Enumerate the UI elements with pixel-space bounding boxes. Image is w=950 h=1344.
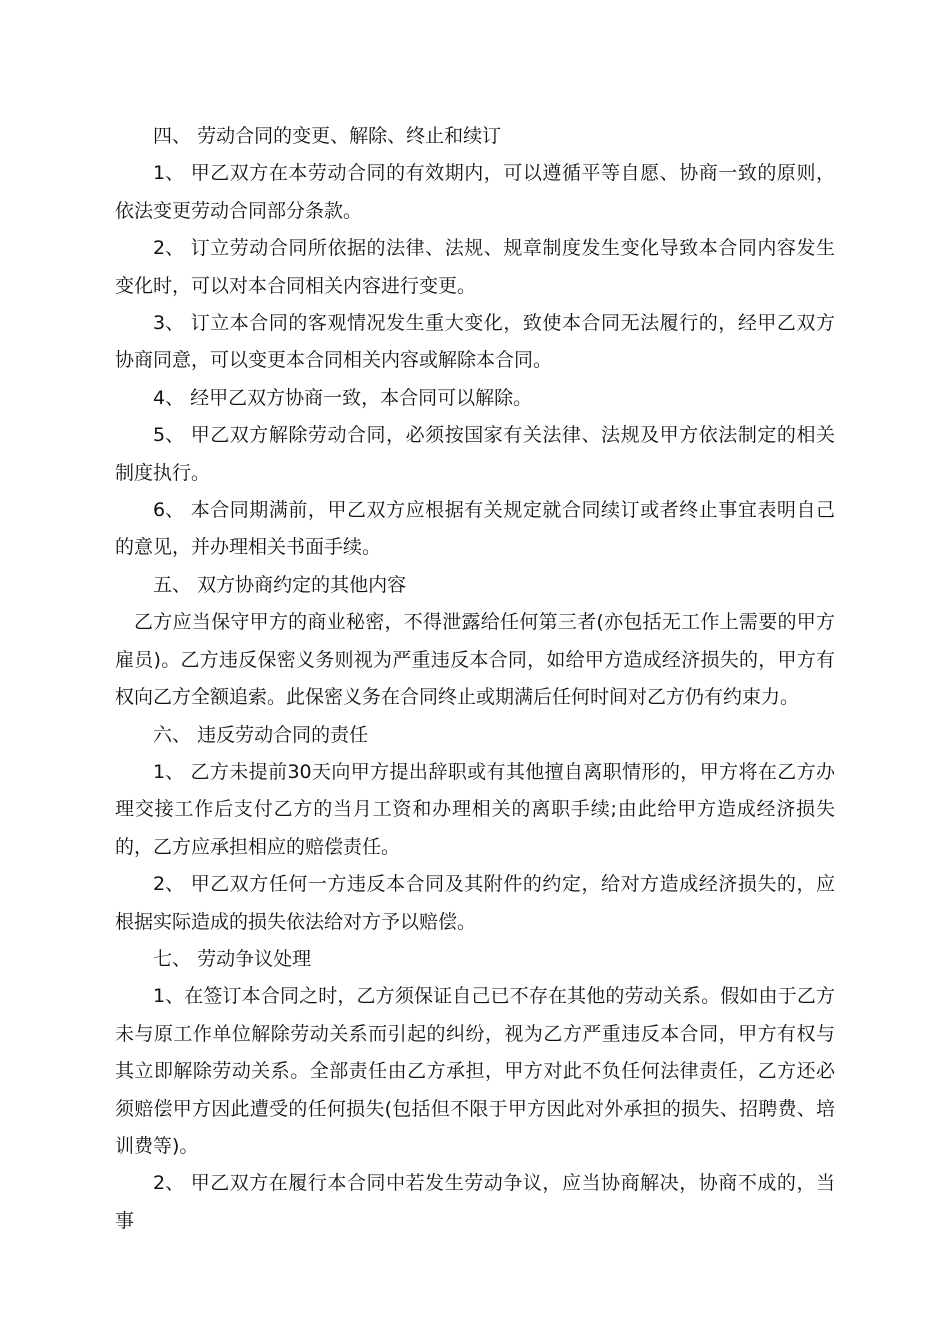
clause-4-3: 3、 订立本合同的客观情况发生重大变化，致使本合同无法履行的，经甲乙双方协商同意，可以变更本合同相关内容或解除本合同。 bbox=[115, 312, 835, 372]
clause-5-1 bbox=[115, 604, 835, 716]
clause-text: 本合同期满前，甲乙双方应根据有关规定就合同续订或者终止事宜表明自己的意见，并办理相关书面手续。 bbox=[115, 499, 835, 559]
section-number: 四、 bbox=[153, 125, 192, 147]
clause-4-5: 5、 甲乙双方解除劳动合同，必须按国家有关法律、法规及甲方依法制定的相关制度执行。 bbox=[115, 424, 835, 484]
clause-text: 甲乙双方在本劳动合同的有效期内，可以遵循平等自愿、协商一致的原则，依法变更劳动合同部分条款。 bbox=[115, 162, 835, 222]
section-number: 六、 bbox=[153, 723, 192, 746]
clause-4-6: 6、 本合同期满前，甲乙双方应根据有关规定就合同续订或者终止事宜表明自己的意见，并办理相关书面手续。 bbox=[115, 499, 835, 559]
section-heading-4 bbox=[115, 118, 835, 155]
section-number: 五、 bbox=[153, 573, 192, 596]
section-heading-5 bbox=[115, 567, 835, 604]
clause-6-2: 2、 甲乙双方任何一方违反本合同及其附件的约定，给对方造成经济损失的，应根据实际造成的损失依法给对方予以赔偿。 bbox=[115, 873, 835, 933]
clause-4-2: 2、 订立劳动合同所依据的法律、法规、规章制度发生变化导致本合同内容发生变化时，可以对本合同相关内容进行变更。 bbox=[115, 237, 835, 297]
section-title: 双方协商约定的其他内容 bbox=[197, 573, 407, 596]
clause-text: 甲乙双方任何一方违反本合同及其附件的约定，给对方造成经济损失的，应根据实际造成的损失依法给对方予以赔偿。 bbox=[115, 873, 835, 933]
clause-text: 订立本合同的客观情况发生重大变化，致使本合同无法履行的，经甲乙双方协商同意，可以变更本合同相关内容或解除本合同。 bbox=[115, 312, 835, 372]
section-number: 七、 bbox=[153, 947, 192, 970]
clause-7-1: 1、在签订本合同之时，乙方须保证自己已不存在其他的劳动关系。假如由于乙方未与原工作单位解除劳动关系而引起的纠纷，视为乙方严重违反本合同，甲方有权与其立即解除劳动关系。全部责任由乙方承担，甲方对此不负任何法律责任，乙方还必须赔偿甲方因此遭受的任何损失(包括但不限于甲方因此对外承担的损失、招聘费、培训费等)。 bbox=[115, 985, 835, 1157]
clause-4-1: 1、 甲乙双方在本劳动合同的有效期内，可以遵循平等自愿、协商一致的原则，依法变更劳动合同部分条款。 bbox=[115, 162, 835, 222]
clause-text: 经甲乙双方协商一致，本合同可以解除。 bbox=[190, 386, 533, 409]
section-title: 劳动争议处理 bbox=[197, 947, 312, 970]
clause-text: 订立劳动合同所依据的法律、法规、规章制度发生变化导致本合同内容发生变化时，可以对本合同相关内容进行变更。 bbox=[115, 237, 835, 297]
clause-7-2: 2、 甲乙双方在履行本合同中若发生劳动争议，应当协商解决，协商不成的，当事 bbox=[115, 1172, 835, 1232]
document-page bbox=[115, 118, 835, 1240]
clause-4-4: 4、 经甲乙双方协商一致，本合同可以解除。 bbox=[153, 386, 533, 409]
section-title: 劳动合同的变更、解除、终止和续订 bbox=[197, 125, 502, 147]
section-heading-6 bbox=[115, 717, 835, 754]
clause-text: 甲乙双方解除劳动合同，必须按国家有关法律、法规及甲方依法制定的相关制度执行。 bbox=[115, 424, 835, 484]
clause-6-1: 1、 乙方未提前30天向甲方提出辞职或有其他擅自离职情形的，甲方将在乙方办理交接工作后支付乙方的当月工资和办理相关的离职手续;由此给甲方造成经济损失的，乙方应承担相应的赔偿责任。 bbox=[115, 760, 835, 858]
clause-text: 乙方应当保守甲方的商业秘密，不得泄露给任何第三者(亦包括无工作上需要的甲方雇员)。乙方违反保密义务则视为严重违反本合同，如给甲方造成经济损失的，甲方有权向乙方全额追索。此保密义务在合同终止或期满后任何时间对乙方仍有约束力。 bbox=[115, 611, 835, 709]
section-title: 违反劳动合同的责任 bbox=[197, 723, 369, 746]
section-heading-7 bbox=[115, 941, 835, 978]
clause-text: 甲乙双方在履行本合同中若发生劳动争议，应当协商解决，协商不成的，当事 bbox=[115, 1172, 835, 1232]
clause-text: 在签订本合同之时，乙方须保证自己已不存在其他的劳动关系。假如由于乙方未与原工作单位解除劳动关系而引起的纠纷，视为乙方严重违反本合同，甲方有权与其立即解除劳动关系。全部责任由乙方承担，甲方对此不负任何法律责任，乙方还必须赔偿甲方因此遭受的任何损失(包括但不限于甲方因此对外承担的损失、招聘费、培训费等)。 bbox=[115, 985, 835, 1157]
clause-text: 乙方未提前30天向甲方提出辞职或有其他擅自离职情形的，甲方将在乙方办理交接工作后支付乙方的当月工资和办理相关的离职手续;由此给甲方造成经济损失的，乙方应承担相应的赔偿责任。 bbox=[115, 760, 835, 858]
